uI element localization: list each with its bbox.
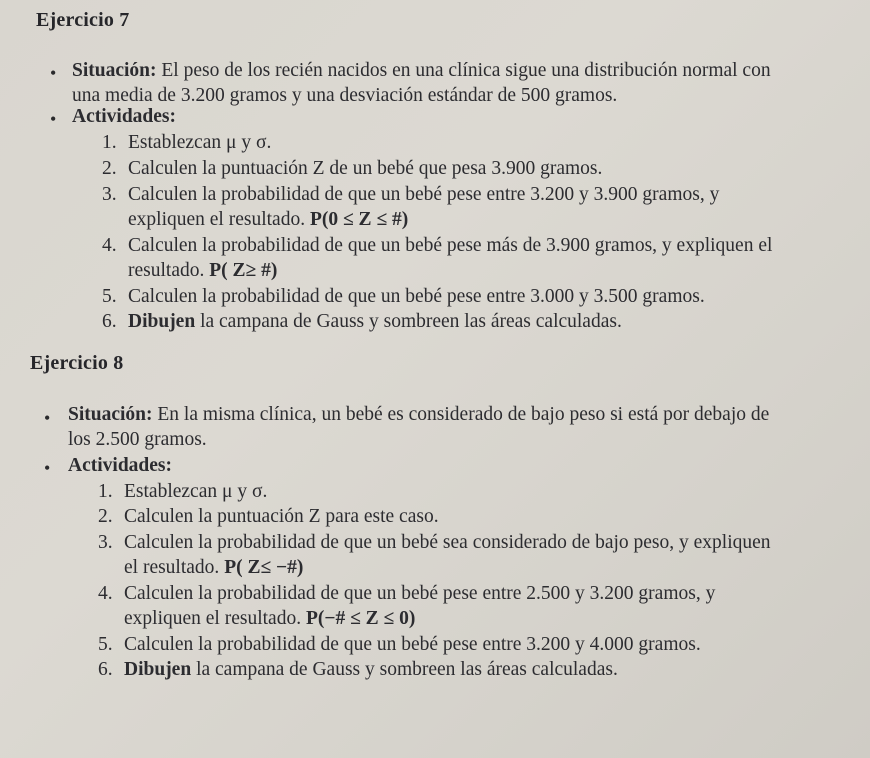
ex8-item-3-cont: el resultado. P( Z≤ −#) <box>124 557 304 578</box>
bullet-icon: • <box>50 109 57 129</box>
ex8-situacion-label: Situación: <box>68 404 153 425</box>
bullet-icon: • <box>44 458 51 478</box>
ex7-item-5: 5. Calculen la probabilidad de que un bebé pese entre 3.000 y 3.500 gramos. <box>102 286 705 307</box>
ex7-item-4-cont: resultado. P( Z≥ #) <box>128 260 278 281</box>
ex8-item-5: 5. Calculen la probabilidad de que un bebé pese entre 3.200 y 4.000 gramos. <box>98 634 701 655</box>
ex8-situacion-text-1: En la misma clínica, un bebé es considerado de bajo peso si está por debajo de <box>152 404 770 425</box>
ex7-item-3-cont: expliquen el resultado. P(0 ≤ Z ≤ #) <box>128 209 409 230</box>
ex8-item-3-formula: P( Z≤ −#) <box>224 557 304 578</box>
ex8-item-2: 2. Calculen la puntuación Z para este caso. <box>98 506 439 527</box>
ex8-situacion-line-2: los 2.500 gramos. <box>68 429 207 450</box>
ex7-situacion-line-1 <box>72 60 771 82</box>
ex7-situacion-line-2: una media de 3.200 gramos y una desviación estándar de 500 gramos. <box>72 85 618 106</box>
ex8-item-4: 4. Calculen la probabilidad de que un bebé pese entre 2.500 y 3.200 gramos, y <box>98 583 716 604</box>
ex7-item-2: 2. Calculen la puntuación Z de un bebé que pesa 3.900 gramos. <box>102 158 603 179</box>
ex8-item-6: 6. Dibujen la campana de Gauss y sombreen las áreas calculadas. <box>98 659 618 680</box>
ex7-situacion-label: Situación: <box>72 60 157 81</box>
ex7-item-4-formula: P( Z≥ #) <box>209 260 278 281</box>
ex7-situacion-text-1: El peso de los recién nacidos en una clínica sigue una distribución normal con <box>156 60 771 81</box>
ex8-item-3: 3. Calculen la probabilidad de que un bebé sea considerado de bajo peso, y expliquen <box>98 532 771 553</box>
ex7-actividades-label: Actividades: <box>72 106 176 127</box>
ex8-item-1: 1. Establezcan μ y σ. <box>98 481 268 502</box>
ex7-item-1: 1. Establezcan μ y σ. <box>102 132 272 153</box>
ex8-situacion-line-1 <box>68 404 769 426</box>
ex7-item-4: 4. Calculen la probabilidad de que un bebé pese más de 3.900 gramos, y expliquen el <box>102 235 773 256</box>
ex8-item-4-formula: P(−# ≤ Z ≤ 0) <box>305 608 416 629</box>
ex7-item-3: 3. Calculen la probabilidad de que un bebé pese entre 3.200 y 3.900 gramos, y <box>102 184 720 205</box>
ex7-item-6: 6. Dibujen la campana de Gauss y sombreen las áreas calculadas. <box>102 311 622 332</box>
bullet-icon: • <box>44 408 51 428</box>
exercise-8-title: Ejercicio 8 <box>30 352 124 374</box>
exercise-7-title: Ejercicio 7 <box>36 9 130 31</box>
ex7-item-3-formula: P(0 ≤ Z ≤ #) <box>309 209 409 230</box>
ex8-actividades-label: Actividades: <box>68 455 172 476</box>
bullet-icon: • <box>50 63 57 83</box>
ex8-item-4-cont: expliquen el resultado. P(−# ≤ Z ≤ 0) <box>124 608 416 629</box>
